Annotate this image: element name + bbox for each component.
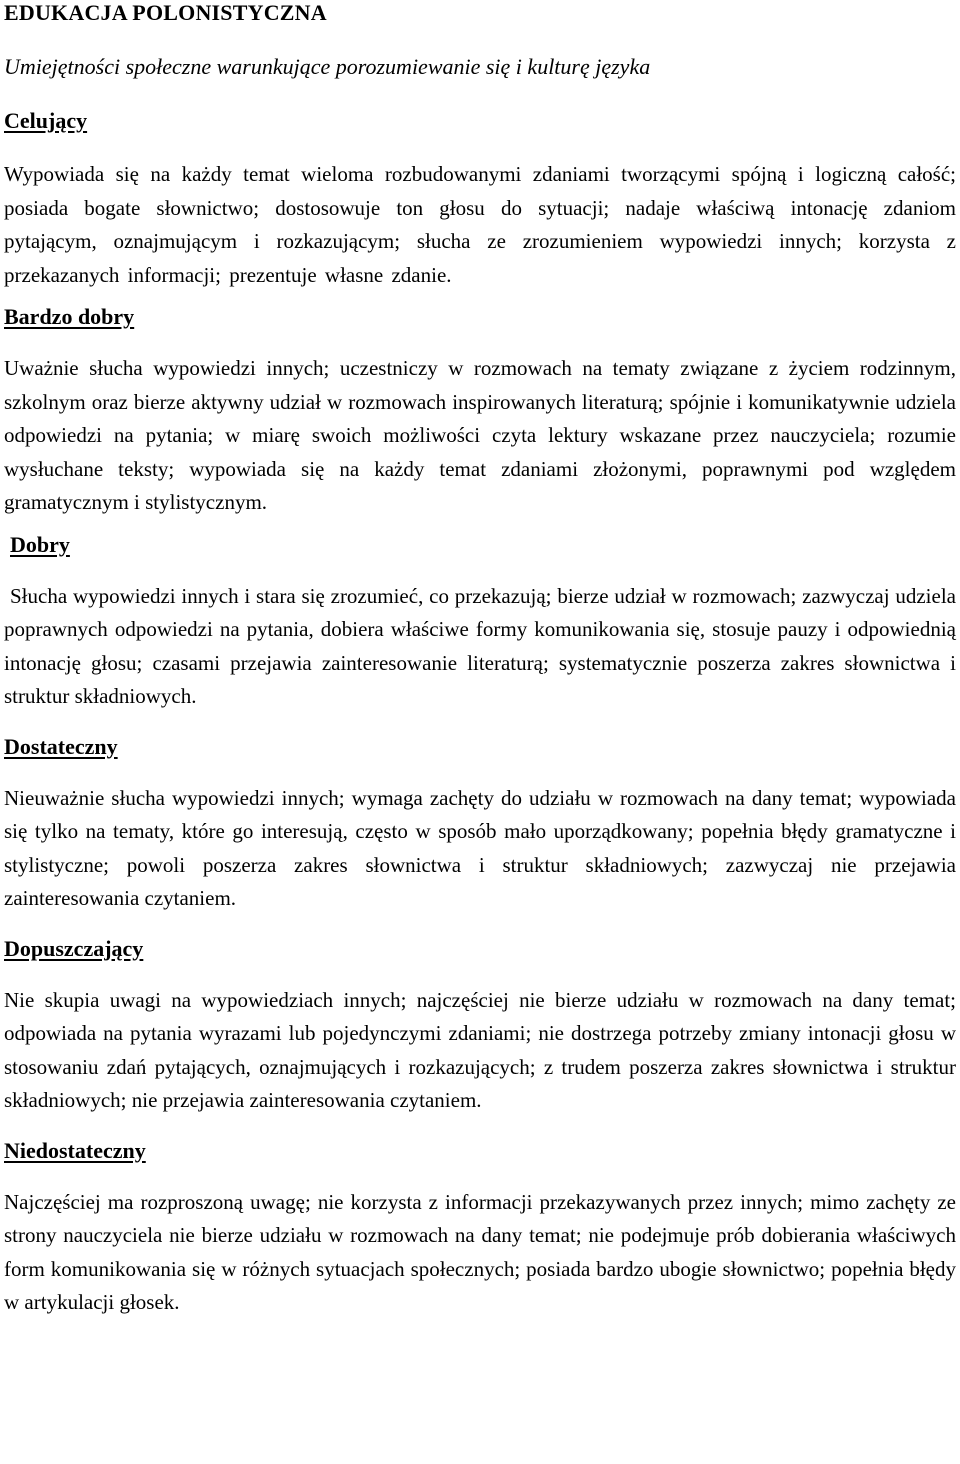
grade-heading-dopuszczajacy: Dopuszczający [4,935,144,961]
grade-text-bardzo-dobry: Uważnie słucha wypowiedzi innych; uczestniczy w rozmowach na tematy związane z życiem rodzinnym, szkolnym oraz bierze aktywny udział w rozmowach inspirowanych literaturą; spójnie i komunikatywnie udziela odpowiedzi na pytania; w miarę swoich możliwości czyta lektury wskazane przez nauczyciela; rozumie wysłuchane teksty; wypowiada się na każdy temat zdaniami złożonymi, poprawnymi pod względem gramatycznym i stylistycznym. [4,356,956,514]
document-title: EDUKACJA POLONISTYCZNA [4,0,327,25]
grade-text-celujacy: Wypowiada się na każdy temat wieloma rozbudowanymi zdaniami tworzącymi spójną i logiczną całość; posiada bogate słownictwo; dostosowuje ton głosu do sytuacji; nadaje właściwą intonację zdaniom pytającym, oznajmującym i rozkazującym; słucha ze zrozumieniem wypowiedzi innych; korzysta z przekazanych informacji; prezentuje własne zdanie. [4,162,956,287]
grade-section-dostateczny [4,734,956,916]
grade-heading-bardzo-dobry: Bardzo dobry [4,304,135,329]
grade-heading-dobry: Dobry [10,531,70,557]
grade-section-bardzo-dobry [4,304,956,520]
grade-text-dopuszczajacy: Nie skupia uwagi na wypowiedziach innych; najczęściej nie bierze udziału w rozmowach na dany temat; odpowiada na pytania wyrazami lub pojedynczymi zdaniami; nie dostrzega potrzeby zmiany intonacji głosu w stosowaniu zdań pytających, oznajmujących i rozkazujących; z trudem poszerza zakres słownictwa i struktur składniowych; nie przejawia zainteresowania czytaniem. [4,987,956,1112]
grade-heading-dostateczny: Dostateczny [4,733,118,759]
grade-text-niedostateczny: Najczęściej ma rozproszoną uwagę; nie korzysta z informacji przekazywanych przez innych; mimo zachęty ze strony nauczyciela nie bierze udziału w rozmowach na dany temat; nie podejmuje prób dobierania właściwych form komunikowania się w różnych sytuacjach społecznych; posiada bardzo ubogie słownictwo; popełnia błędy w artykulacji głosek. [4,1189,956,1314]
grade-section-niedostateczny [4,1138,956,1320]
grade-section-celujacy [4,108,956,292]
grade-section-dopuszczajacy [4,936,956,1118]
grade-section-dobry [4,532,956,714]
grade-text-dobry: Słucha wypowiedzi innych i stara się zrozumieć, co przekazują; bierze udział w rozmowach; zazwyczaj udziela poprawnych odpowiedzi na pytania, dobiera właściwe formy komunikowania się, stosuje pauzy i odpowiednią intonację głosu; czasami przejawia zainteresowanie literaturą; systematycznie poszerza zakres słownictwa i struktur składniowych. [4,583,956,708]
grade-text-dostateczny: Nieuważnie słucha wypowiedzi innych; wymaga zachęty do udziału w rozmowach na dany temat; wypowiada się tylko na tematy, które go interesują, często w sposób mało uporządkowany; popełnia błędy gramatyczne i stylistyczne; powoli poszerza zakres słownictwa i struktur składniowych; zazwyczaj nie przejawia zainteresowania czytaniem. [4,785,956,910]
document-page [4,0,956,1320]
document-subtitle: Umiejętności społeczne warunkujące porozumiewanie się i kulturę języka [4,54,651,79]
grade-heading-celujacy: Celujący [4,108,88,133]
grade-heading-niedostateczny: Niedostateczny [4,1137,146,1163]
